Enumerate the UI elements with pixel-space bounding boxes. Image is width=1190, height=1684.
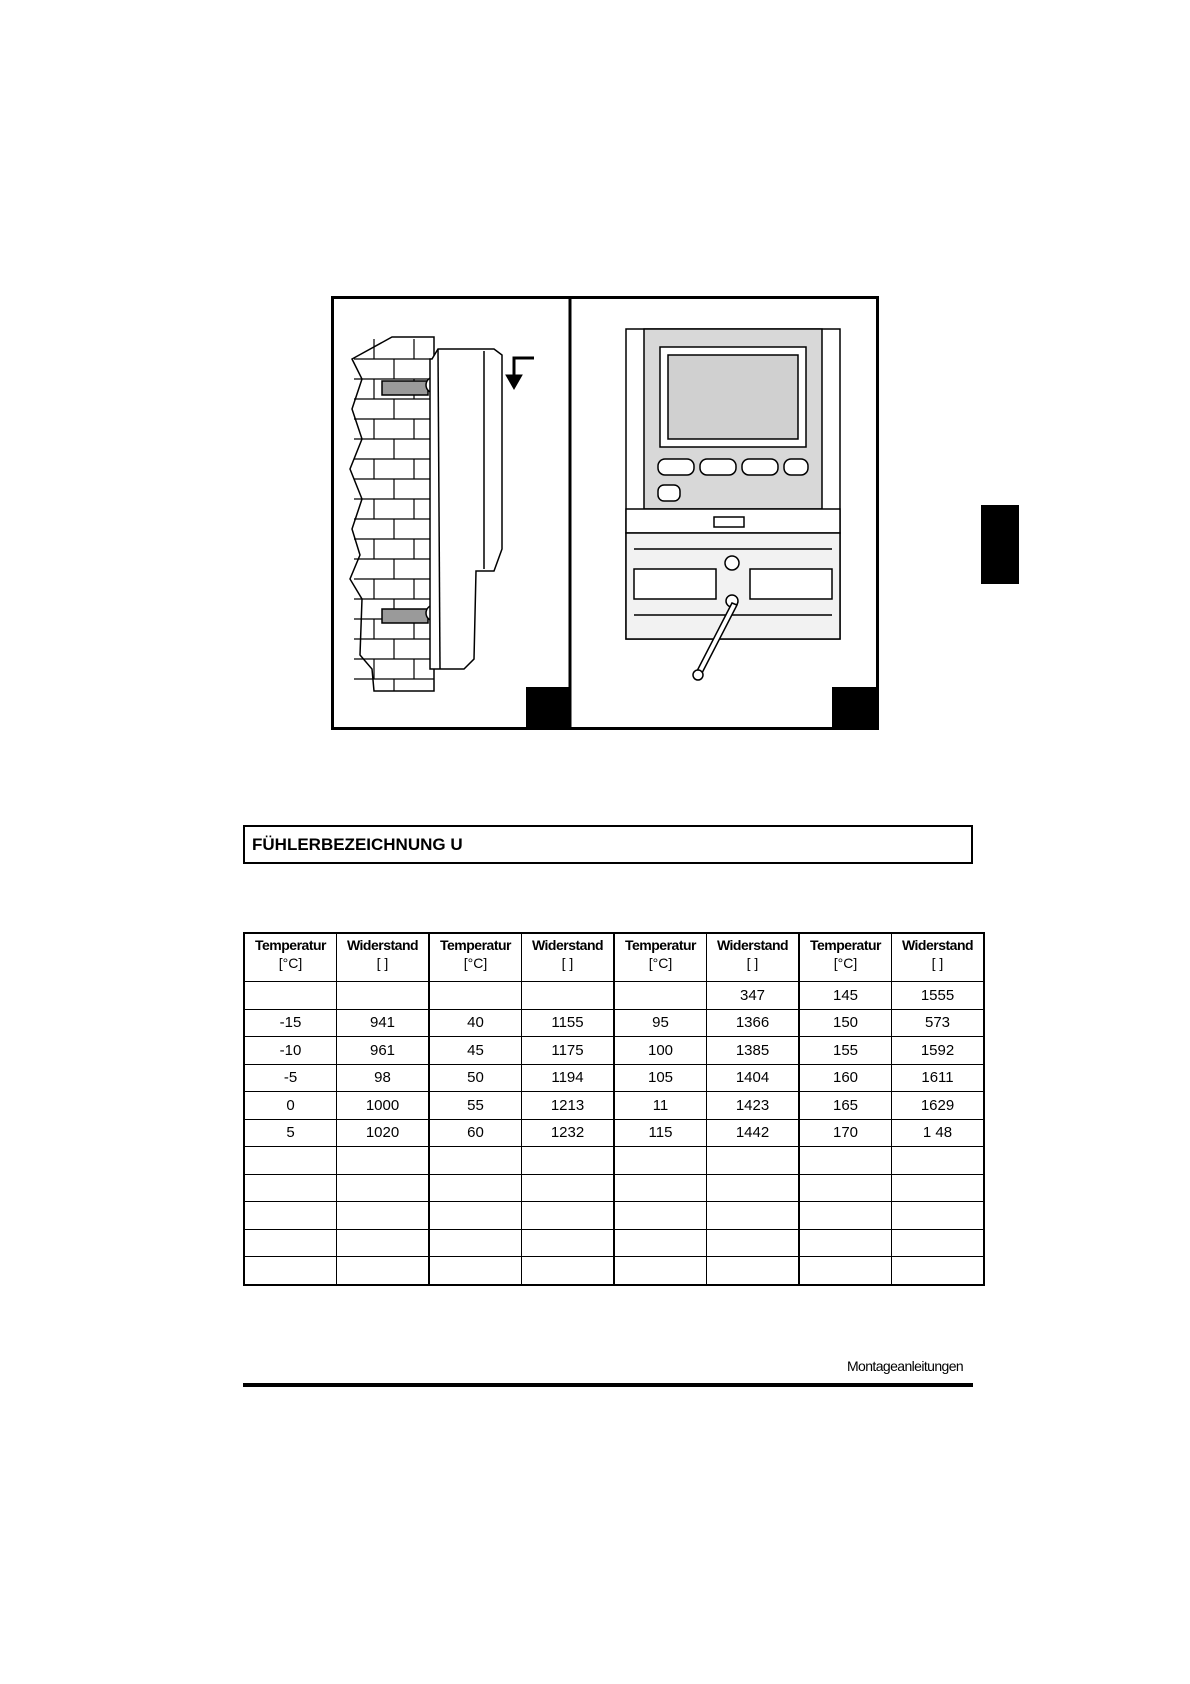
table-cell bbox=[522, 982, 615, 1010]
table-cell bbox=[892, 1202, 985, 1230]
table-cell: 155 bbox=[799, 1037, 892, 1065]
table-cell: 961 bbox=[337, 1037, 430, 1065]
table-cell bbox=[337, 982, 430, 1010]
table-cell: 11 bbox=[614, 1092, 707, 1120]
section-heading: FÜHLERBEZEICHNUNG U bbox=[243, 825, 973, 864]
header-cell: Widerstand [ ] bbox=[522, 933, 615, 982]
header-cell: Temperatur [°C] bbox=[614, 933, 707, 982]
table-cell: 1629 bbox=[892, 1092, 985, 1120]
table-row bbox=[244, 1064, 984, 1092]
table-row bbox=[244, 1257, 984, 1285]
table-cell bbox=[707, 1257, 800, 1285]
chapter-tab-marker bbox=[981, 505, 1019, 584]
table-cell: 941 bbox=[337, 1009, 430, 1037]
controller-front-view bbox=[626, 329, 840, 639]
mounting-illustration bbox=[334, 299, 876, 727]
table-cell: 1442 bbox=[707, 1119, 800, 1147]
table-cell: 165 bbox=[799, 1092, 892, 1120]
table-cell bbox=[707, 1229, 800, 1257]
table-cell: 1 48 bbox=[892, 1119, 985, 1147]
table-cell: 1423 bbox=[707, 1092, 800, 1120]
table-cell: 160 bbox=[799, 1064, 892, 1092]
table-cell bbox=[429, 982, 522, 1010]
controller-side-view bbox=[430, 349, 502, 669]
table-cell bbox=[799, 1174, 892, 1202]
table-cell: 150 bbox=[799, 1009, 892, 1037]
table-cell: 1213 bbox=[522, 1092, 615, 1120]
table-cell: 145 bbox=[799, 982, 892, 1010]
table-cell bbox=[799, 1229, 892, 1257]
mounting-figure bbox=[331, 296, 879, 730]
table-cell: 1404 bbox=[707, 1064, 800, 1092]
header-cell: Temperatur [°C] bbox=[244, 933, 337, 982]
table-cell bbox=[799, 1147, 892, 1175]
table-row bbox=[244, 1009, 984, 1037]
table-cell bbox=[614, 1257, 707, 1285]
table-cell bbox=[892, 1147, 985, 1175]
table-cell bbox=[614, 1202, 707, 1230]
table-cell: 40 bbox=[429, 1009, 522, 1037]
table-row bbox=[244, 1092, 984, 1120]
table-cell: 105 bbox=[614, 1064, 707, 1092]
table-cell bbox=[522, 1257, 615, 1285]
table-row bbox=[244, 1037, 984, 1065]
table-cell bbox=[244, 1174, 337, 1202]
table-cell: 100 bbox=[614, 1037, 707, 1065]
table-cell: 1175 bbox=[522, 1037, 615, 1065]
table-cell: 1555 bbox=[892, 982, 985, 1010]
table-cell bbox=[522, 1147, 615, 1175]
table-cell: 98 bbox=[337, 1064, 430, 1092]
table-cell bbox=[707, 1174, 800, 1202]
header-cell: Widerstand [ ] bbox=[707, 933, 800, 982]
table-cell: 5 bbox=[244, 1119, 337, 1147]
table-row bbox=[244, 1229, 984, 1257]
table-cell: 95 bbox=[614, 1009, 707, 1037]
table-cell bbox=[707, 1147, 800, 1175]
brick-wall-illustration bbox=[350, 337, 442, 691]
table-cell: 1000 bbox=[337, 1092, 430, 1120]
table-cell: 1366 bbox=[707, 1009, 800, 1037]
table-cell bbox=[614, 982, 707, 1010]
table-cell: 1385 bbox=[707, 1037, 800, 1065]
table-cell bbox=[429, 1229, 522, 1257]
table-cell: 115 bbox=[614, 1119, 707, 1147]
table-cell bbox=[892, 1174, 985, 1202]
table-cell bbox=[337, 1229, 430, 1257]
table-cell: 1020 bbox=[337, 1119, 430, 1147]
table-cell bbox=[244, 1257, 337, 1285]
table-cell bbox=[429, 1202, 522, 1230]
table-body bbox=[244, 982, 984, 1285]
table-cell: 1592 bbox=[892, 1037, 985, 1065]
table-cell: 50 bbox=[429, 1064, 522, 1092]
table-cell bbox=[614, 1174, 707, 1202]
table-cell bbox=[522, 1174, 615, 1202]
table-cell bbox=[337, 1202, 430, 1230]
footer-rule bbox=[243, 1383, 973, 1387]
figure-label-block-right bbox=[832, 687, 876, 727]
table-cell bbox=[429, 1174, 522, 1202]
header-cell: Widerstand [ ] bbox=[892, 933, 985, 982]
sensor-resistance-table bbox=[243, 932, 985, 1286]
table-cell bbox=[614, 1229, 707, 1257]
table-cell: -5 bbox=[244, 1064, 337, 1092]
table-cell: -10 bbox=[244, 1037, 337, 1065]
table-cell bbox=[522, 1229, 615, 1257]
table-cell bbox=[244, 982, 337, 1010]
figure-label-block-left bbox=[526, 687, 570, 727]
table-cell bbox=[799, 1202, 892, 1230]
table-cell bbox=[337, 1257, 430, 1285]
table-cell: 347 bbox=[707, 982, 800, 1010]
table-cell: 1611 bbox=[892, 1064, 985, 1092]
table-cell: 1232 bbox=[522, 1119, 615, 1147]
table-row bbox=[244, 1174, 984, 1202]
table-row bbox=[244, 1202, 984, 1230]
table-cell: 1155 bbox=[522, 1009, 615, 1037]
table-row bbox=[244, 982, 984, 1010]
table-cell: 45 bbox=[429, 1037, 522, 1065]
table-cell bbox=[337, 1147, 430, 1175]
table-cell bbox=[892, 1229, 985, 1257]
table-cell bbox=[244, 1229, 337, 1257]
table-cell bbox=[707, 1202, 800, 1230]
table-cell: 0 bbox=[244, 1092, 337, 1120]
table-cell bbox=[244, 1202, 337, 1230]
table-cell bbox=[892, 1257, 985, 1285]
table-cell: 60 bbox=[429, 1119, 522, 1147]
table-row bbox=[244, 1119, 984, 1147]
table-cell bbox=[429, 1147, 522, 1175]
table-cell: 170 bbox=[799, 1119, 892, 1147]
table-row bbox=[244, 1147, 984, 1175]
footer-label: Montageanleitungen bbox=[847, 1358, 964, 1374]
table-cell bbox=[614, 1147, 707, 1175]
table-cell: -15 bbox=[244, 1009, 337, 1037]
header-cell: Widerstand [ ] bbox=[337, 933, 430, 982]
table-cell: 573 bbox=[892, 1009, 985, 1037]
table-header-row bbox=[244, 933, 984, 982]
table-cell bbox=[244, 1147, 337, 1175]
table-cell bbox=[429, 1257, 522, 1285]
header-cell: Temperatur [°C] bbox=[799, 933, 892, 982]
table-cell bbox=[522, 1202, 615, 1230]
header-cell: Temperatur [°C] bbox=[429, 933, 522, 982]
table-cell bbox=[799, 1257, 892, 1285]
table-cell: 55 bbox=[429, 1092, 522, 1120]
table-cell: 1194 bbox=[522, 1064, 615, 1092]
arrow-down-icon bbox=[506, 358, 534, 389]
table-cell bbox=[337, 1174, 430, 1202]
